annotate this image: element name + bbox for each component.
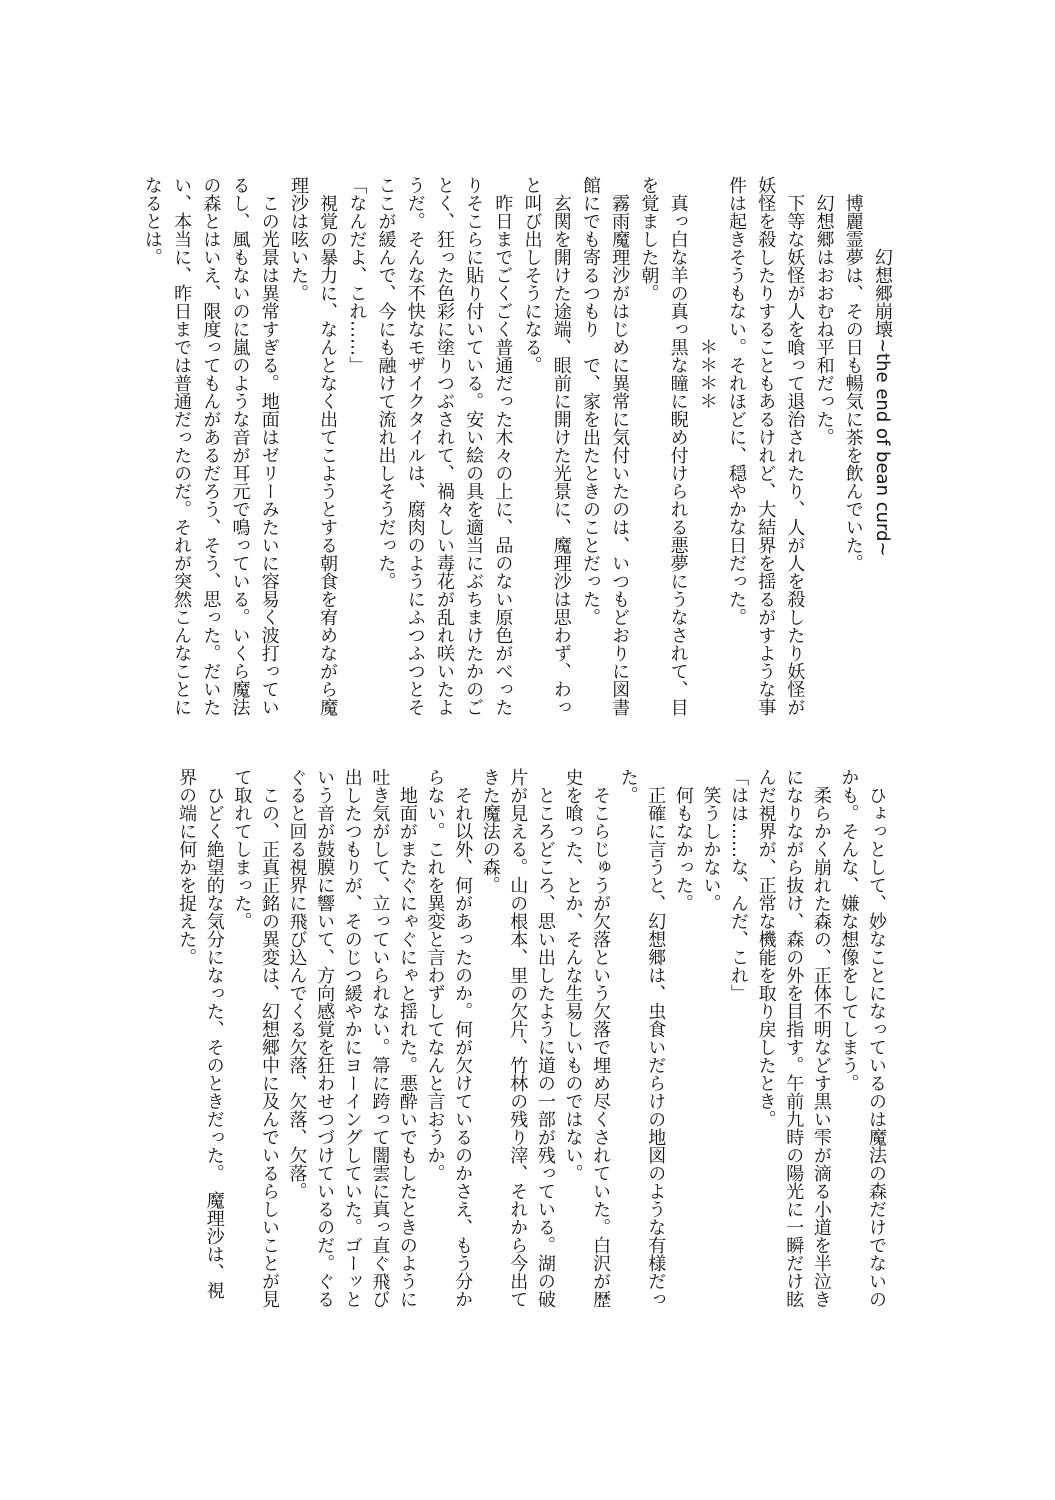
text-column: それ以外、何があったのか。何が欠けているのかさえ、もう分か	[452, 768, 474, 1308]
text-column: い、本当に、昨日までは普通だったのだ。それが突然こんなことに	[171, 176, 193, 716]
text-column: ぐると回る視界に飛び込んでくる欠落、欠落、欠落。	[286, 768, 308, 1200]
text-column: 博麗霊夢は、その日も暢気に茶を飲んでいた。	[842, 176, 864, 572]
text-column: 視覚の暴力に、なんとなく出てこようとする朝食を宥めながら魔	[317, 176, 339, 716]
text-column: を覚ました朝。	[638, 176, 660, 302]
text-column: うだ。そんな不快なモザイクタイルは、腐肉のようにふつふつとそ	[404, 176, 426, 716]
text-column: この光景は異常すぎる。地面はゼリーみたいに容易く波打ってい	[258, 176, 280, 716]
text-column: とく、狂った色彩に塗りつぶされて、禍々しい毒花が乱れ咲いたよ	[433, 176, 455, 716]
text-column: 吐き気がして、立っていられない。箒に跨って闇雲に真っ直ぐ飛び	[369, 768, 391, 1308]
text-column: ひどく絶望的な気分になった、そのときだった。 魔理沙は、視	[203, 768, 225, 1299]
text-column: ここが緩んで、今にも融けて流れ出しそうだった。	[375, 176, 397, 590]
text-column: 何もなかった。	[672, 768, 694, 912]
text-column: になりながら抜け、森の外を目指す。午前九時の陽光に一瞬だけ眩	[783, 768, 805, 1308]
text-column: 館にでも寄るつもり で、家を出たときのことだった。	[579, 176, 601, 626]
text-column: の森とはいえ、限度ってもんがあるだろう、そう、思った。だいた	[200, 176, 222, 716]
text-column: ひょっとして、妙なことになっているのは魔法の森だけでないの	[866, 768, 887, 1308]
text-column: んだ視界が、正常な機能を取り戻したとき。	[755, 768, 777, 1128]
text-column: きた魔法の森。	[479, 768, 501, 894]
text-column: 件は起きそうもない。それほどに、穏やかな日だった。	[725, 176, 747, 626]
text-column: 界の端に何かを捉えた。	[176, 768, 198, 966]
upper-text-block	[138, 176, 897, 716]
text-column: らない。これを異変と言わずしてなんと言おうか。	[424, 768, 446, 1182]
text-column: て取れてしまった。	[231, 768, 253, 930]
text-column: なるとは。	[141, 176, 163, 266]
text-column: 真っ白な羊の真っ黒な瞳に睨め付けられる悪夢にうなされて、目	[667, 176, 689, 716]
text-column: いう音が鼓膜に響いて、方向感覚を狂わせつづけているのだ。ぐる	[314, 768, 336, 1308]
text-column: 幻想郷はおおむね平和だった。	[813, 176, 835, 446]
text-column: 霧雨魔理沙がはじめに異常に気付いたのは、いつもどおりに図書	[609, 176, 631, 716]
text-column: そこらじゅうが欠落という欠落で埋め尽くされていた。白沢が歴	[590, 768, 612, 1308]
text-column: 「なんだよ、これ……」	[346, 176, 368, 374]
text-column: 地面がまたぐにゃぐにゃと揺れた。悪酔いでもしたときのように	[396, 768, 418, 1308]
text-column: 下等な妖怪が人を喰って退治されたり、人が人を殺したり妖怪が	[784, 176, 806, 716]
text-column: ところどころ、思い出したように道の一部が残っている。湖の破	[534, 768, 556, 1308]
text-column: 柔らかく崩れた森の、正体不明などす黒い雫が滴る小道を半泣き	[810, 768, 832, 1308]
text-column: た。	[617, 768, 639, 804]
text-column: 「はは……な、んだ、これ」	[728, 768, 750, 1002]
story-title: 幻想郷崩壊~the end of bean curd~	[872, 176, 893, 557]
text-column: 正確に言うと、幻想郷は、虫食いだらけの地図のような有様だっ	[645, 768, 667, 1308]
text-column: ＊＊＊＊	[696, 176, 718, 410]
text-column: 玄関を開けた途端、眼前に開けた光景に、魔理沙は思わず、わっ	[550, 176, 572, 716]
text-column: かも。そんな、嫌な想像をしてしまう。	[838, 768, 860, 1092]
text-column: るし、風もないのに嵐のような音が耳元で鳴っている。いくら魔法	[229, 176, 251, 716]
text-column: りそこらに貼り付いている。安い絵の具を適当にぶちまけたかのご	[463, 176, 485, 716]
text-column: 片が見える。山の根本、里の欠片、竹林の残り滓、それから今出て	[507, 768, 529, 1308]
text-column: 妖怪を殺したりすることもあるけれど、大結界を揺るがすような事	[755, 176, 777, 716]
text-column: と叫び出しそうになる。	[521, 176, 543, 374]
lower-text-block	[173, 768, 890, 1308]
text-column: 昨日までごくごく普通だった木々の上に、品のない原色がべった	[492, 176, 514, 716]
text-column: 笑うしかない。	[700, 768, 722, 912]
text-column: この、正真正銘の異変は、幻想郷中に及んでいるらしいことが見	[258, 768, 280, 1308]
text-column: 史を喰った、とか、そんな生易しいものではない。	[562, 768, 584, 1182]
text-column: 出したつもりが、そのじつ緩やかにヨーイングしていた。ゴーッと	[341, 768, 363, 1308]
text-column: 理沙は呟いた。	[287, 176, 309, 302]
